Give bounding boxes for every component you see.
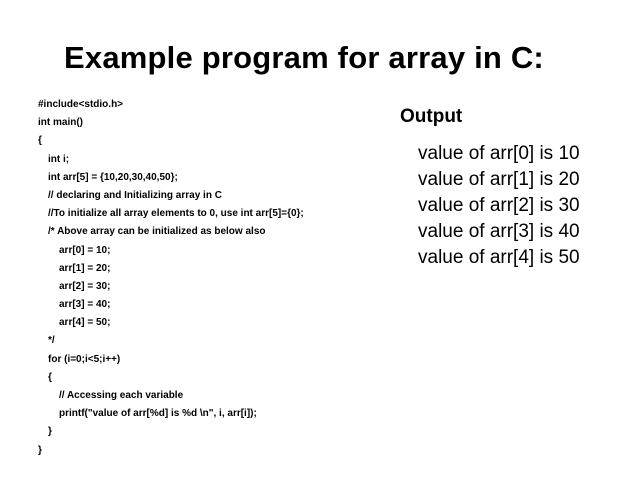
output-line: value of arr[4] is 50 bbox=[418, 247, 580, 268]
slide-title: Example program for array in C: bbox=[64, 40, 544, 75]
code-line: int arr[5] = {10,20,30,40,50}; bbox=[48, 171, 178, 183]
code-line: } bbox=[48, 426, 52, 438]
code-line: */ bbox=[48, 335, 55, 347]
code-line: printf("value of arr[%d] is %d \n", i, arr[i]); bbox=[59, 408, 257, 420]
output-line: value of arr[0] is 10 bbox=[418, 143, 580, 164]
code-line: { bbox=[38, 135, 42, 147]
code-line: /* Above array can be initialized as below also bbox=[48, 226, 266, 238]
code-line: arr[4] = 50; bbox=[59, 317, 111, 329]
output-heading: Output bbox=[400, 106, 463, 127]
output-line: value of arr[1] is 20 bbox=[418, 169, 580, 190]
code-line: //To initialize all array elements to 0, use int arr[5]={0}; bbox=[48, 208, 304, 220]
code-line: arr[1] = 20; bbox=[59, 262, 111, 274]
output-line: value of arr[2] is 30 bbox=[418, 195, 580, 216]
code-line: #include<stdio.h> bbox=[38, 99, 124, 110]
code-line: // Accessing each variable bbox=[59, 390, 184, 401]
code-line: arr[2] = 30; bbox=[59, 280, 111, 292]
output-list bbox=[418, 141, 633, 271]
code-line: } bbox=[38, 444, 42, 456]
code-line: { bbox=[48, 371, 52, 383]
output-line: value of arr[3] is 40 bbox=[418, 221, 580, 242]
code-line: int main() bbox=[38, 117, 83, 129]
code-line: // declaring and Initializing array in C bbox=[48, 189, 222, 201]
code-line: arr[0] = 10; bbox=[59, 244, 111, 256]
code-block bbox=[38, 96, 388, 460]
code-line: arr[3] = 40; bbox=[59, 299, 111, 311]
code-line: int i; bbox=[48, 153, 70, 165]
code-line: for (i=0;i<5;i++) bbox=[48, 353, 121, 365]
